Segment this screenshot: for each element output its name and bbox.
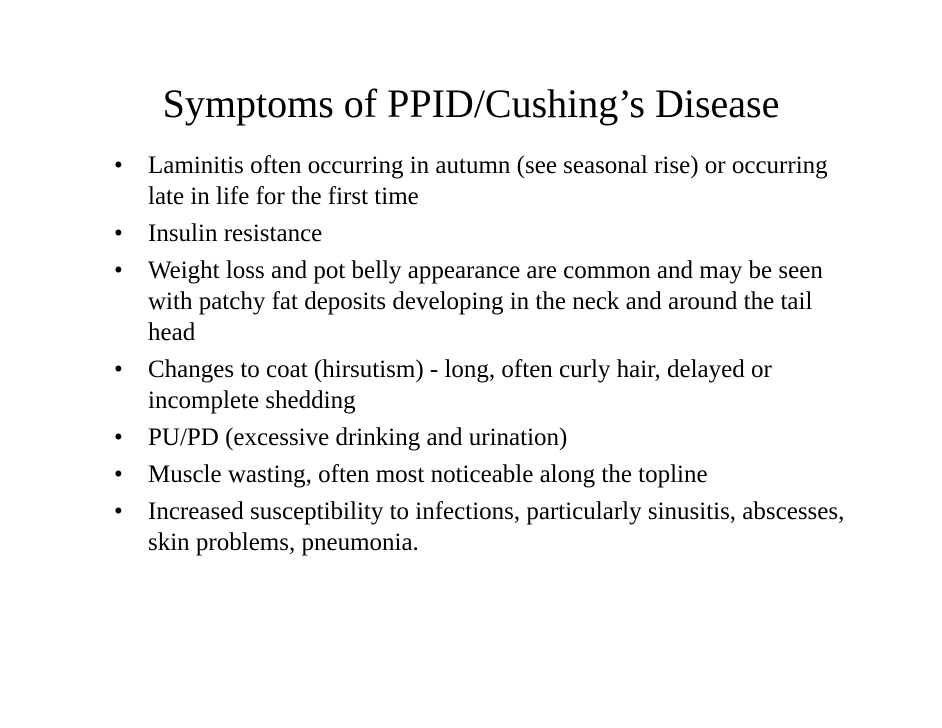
bullet-icon: • <box>114 461 123 488</box>
list-item-text: Insulin resistance <box>148 220 323 247</box>
bullet-icon: • <box>114 356 123 383</box>
list-item <box>112 459 852 490</box>
list-item <box>112 255 852 348</box>
list-item-text: Changes to coat (hirsutism) - long, often curly hair, delayed or incomplete shedding <box>148 356 772 414</box>
list-item-text: Muscle wasting, often most noticeable along the topline <box>148 461 708 488</box>
list-item <box>112 150 852 212</box>
slide-title: Symptoms of PPID/Cushing’s Disease <box>162 81 780 126</box>
bullet-icon: • <box>114 257 123 284</box>
list-item-text: Increased susceptibility to infections, particularly sinusitis, abscesses, skin problems, pneumonia. <box>148 498 845 556</box>
list-item-text: Weight loss and pot belly appearance are common and may be seen with patchy fat deposits developing in the neck and around the tail head <box>148 257 823 346</box>
symptom-list <box>112 150 852 564</box>
bullet-icon: • <box>114 424 123 451</box>
bullet-icon: • <box>114 152 123 179</box>
bullet-icon: • <box>114 498 123 525</box>
list-item <box>112 354 852 416</box>
list-item-text: Laminitis often occurring in autumn (see seasonal rise) or occurring late in life for the first time <box>148 152 828 210</box>
list-item <box>112 496 852 558</box>
list-item <box>112 422 852 453</box>
bullet-icon: • <box>114 220 123 247</box>
list-item <box>112 218 852 249</box>
list-item-text: PU/PD (excessive drinking and urination) <box>148 424 568 451</box>
